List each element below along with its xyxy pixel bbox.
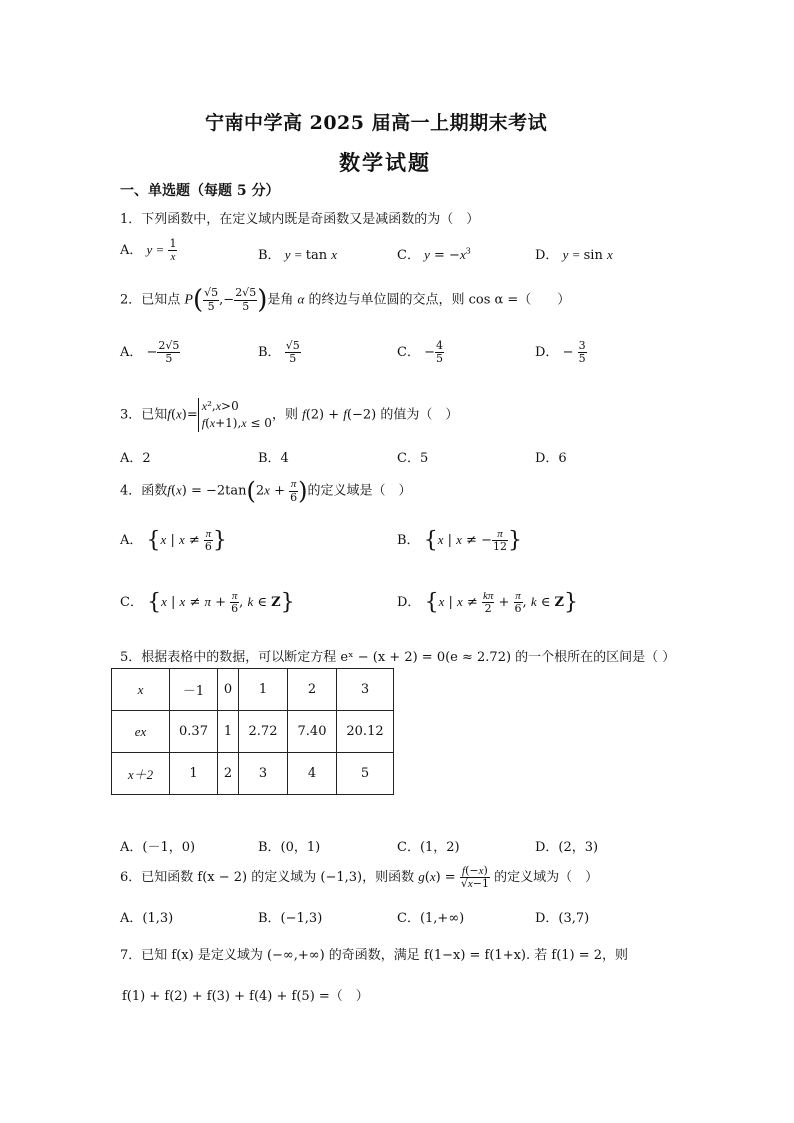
table-row [112,711,394,753]
q5-option-c: C．(1，2) [397,840,460,855]
question-1-stem: 1．下列函数中，在定义域内既是奇函数又是减函数的为（ ） [120,212,480,227]
page-subtitle: 数学试题 [339,150,431,175]
q1-option-d: D． y = sin x [535,247,613,263]
section-heading: 一、单选题（每题 5 分） [120,183,280,199]
q4-option-a: A． {x | x ≠ $\frac{\pi}{6}$ } [120,528,227,554]
table-cell: 0 [218,669,239,711]
table-cell: 2 [218,753,239,795]
table-cell: 5 [337,753,394,795]
table-cell: 4 [288,753,337,795]
question-4-stem: 4．函数f(x) = −2tan(2x + $\frac{\pi}{6}$ )的定义域是（ ） [120,477,412,505]
question-7-stem: 7．已知 f(x) 是定义域为 (−∞,+∞) 的奇函数，满足 f(1−x) = f(1+x). 若 f(1) = 2，则 [120,948,629,963]
q6-option-d: D．(3,7) [535,911,590,926]
question-3-stem: 3．已知f(x)=x²,x>0 f(x+1),x ≤ 0，则 f(2) + f(−2) 的值为（ ） [120,399,459,430]
question-6-stem: 6．已知函数 f(x − 2) 的定义域为 (−1,3)，则函数 g(x) = $\frac{f(-x)}{√x-1}$ 的定义域为（ ） [120,864,599,891]
table-cell: 0.37 [170,711,218,753]
table-cell: 20.12 [337,711,394,753]
q2-option-a: A． − $\frac{2√5}{5}$ [120,339,180,366]
q1-option-a-math: y = [146,242,165,258]
table-cell: 2 [288,669,337,711]
table-cell: 1 [239,669,288,711]
q3-option-a: A．2 [120,451,151,466]
page-title: 宁南中学高 2025 届高一上期期末考试 [205,112,548,134]
q5-option-b: B．(0，1) [258,840,321,855]
q1-option-a: A． y = $\frac{1}{x}$ [120,237,177,264]
table-cell: x＋2 [112,753,170,795]
table-cell: 2.72 [239,711,288,753]
q3-option-c: C．5 [397,451,429,466]
q6-option-c: C．(1,+∞) [397,911,465,926]
table-cell: ex [112,711,170,753]
q6-option-a: A．(1,3) [120,911,174,926]
q2-option-d: D． − $\frac{3}{5}$ [535,339,586,366]
q2-option-b: B． $\frac{√5}{5}$ [258,339,300,366]
q1-option-c: C． $y = -x^3$ [397,246,471,263]
q2-option-c: C． − $\frac{4}{5}$ [397,339,443,366]
question-5-stem: 5．根据表格中的数据，可以断定方程 eˣ − (x + 2) = 0(e ≈ 2.72) 的一个根所在的区间是（ ） [120,650,676,665]
table-row [112,753,394,795]
q3-option-b: B．4 [258,451,289,466]
question-7-stem-line2: f(1) + f(2) + f(3) + f(4) + f(5) =（ ） [122,989,369,1004]
table-cell: x [112,669,170,711]
table-cell: 1 [218,711,239,753]
question-2-stem: 2．已知点 P( $\frac{√5}{5}$ ,− $\frac{2√5}{5}$ )是角 α 的终边与单位圆的交点，则 cos α =（ ） [120,285,571,315]
q4-option-d: D． {x | x ≠ $\frac{k\pi}{2}$ + $\frac{\pi}{6}$ , k ∈ Z} [397,590,578,616]
table-cell: 3 [239,753,288,795]
q4-option-b: B． {x | x ≠ − $\frac{\pi}{12}$ } [397,528,522,554]
table-cell: －1 [170,669,218,711]
q5-option-d: D．(2，3) [535,840,599,855]
q5-option-a: A．(－1，0) [120,840,196,855]
q3-option-d: D．6 [535,451,567,466]
table-row [112,669,394,711]
table-cell: 1 [170,753,218,795]
table-cell: 7.40 [288,711,337,753]
data-table [111,668,394,795]
q4-option-c: C． {x | x ≠ π + $\frac{\pi}{6}$ , k ∈ Z} [120,590,295,616]
q1-option-b: B． y = tan x [258,247,338,263]
q6-option-b: B．(−1,3) [258,911,323,926]
table-cell: 3 [337,669,394,711]
q1-option-a-fraction: $\frac{1}{x}$ [169,237,177,264]
